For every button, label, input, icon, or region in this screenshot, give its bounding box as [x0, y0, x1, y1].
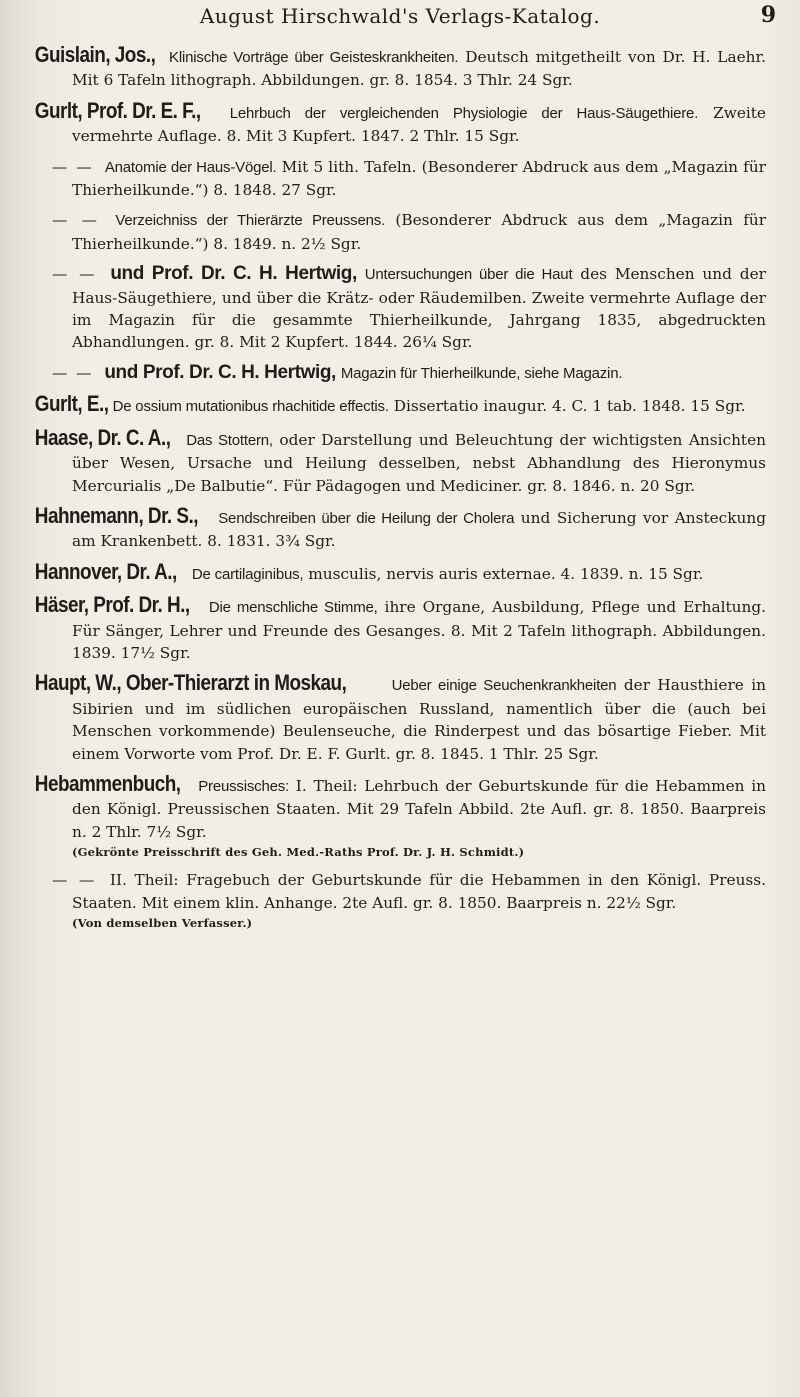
page-header — [0, 4, 800, 36]
entry-title: Lehrbuch der vergleichenden Physiologie der Haus-Säugethiere. — [229, 104, 699, 122]
entry-author: Hebammenbuch, — [34, 770, 181, 796]
entry-text: Dissertatio inaugur. 4. C. 1 tab. 1848. 15 Sgr. — [393, 397, 746, 416]
catalog-entry — [34, 391, 766, 418]
catalog-entry — [34, 592, 766, 664]
entry-text: musculis, nervis auris externae. 4. 1839. n. 15 Sgr. — [308, 564, 704, 583]
entry-dash: — — — [52, 157, 94, 176]
entry-title: De cartilaginibus, — [191, 565, 304, 583]
entry-title: Klinische Vorträge über Geisteskrankheiten. — [169, 49, 459, 66]
entry-dash: — — — [52, 363, 94, 382]
entry-author: Hannover, Dr. A., — [34, 558, 177, 584]
entry-author: und Prof. Dr. C. H. Hertwig, — [110, 263, 357, 285]
entry-text: ihre Organe, Ausbildung, Pflege und Erhaltung. Für Sänger, Lehrer und Freunde des Gesanges. 8. Mit 2 Tafeln lithograph. Abbildungen. 1839. 17½ Sgr. — [72, 598, 766, 662]
entry-title: Untersuchungen über die Haut — [364, 266, 573, 284]
entry-author: Guislain, Jos., — [34, 42, 156, 67]
catalog-entry — [52, 263, 766, 354]
entry-title: Sendschreiben über die Heilung der Cholera — [218, 509, 515, 527]
entry-text: (Besonderer Abdruck aus dem „Magazin für Thierheilkunde.“) 8. 1849. n. 2½ Sgr. — [72, 211, 767, 253]
entry-author: Haase, Dr. C. A., — [34, 424, 171, 450]
catalog-entry — [34, 770, 766, 861]
entry-author: und Prof. Dr. C. H. Hertwig, — [104, 361, 336, 383]
entry-title: Verzeichniss der Thierärzte Preussens. — [115, 212, 385, 230]
entry-text: der Hausthiere in Sibirien und im südlichen europäischen Russland, namentlich über die (auch bei Menschen vorkommende) Beulenseuche, die Rinderpest und das bösartige Fieber. Mit einem Vorworte vom Prof. Dr. E. F. Gurlt. gr. 8. 1845. 1 Thlr. 25 Sgr. — [72, 676, 766, 763]
entry-text: und Sicherung vor Ansteckung am Krankenbett. 8. 1831. 3¾ Sgr. — [72, 508, 766, 551]
entry-title: De ossium mutationibus rhachitide effectis. — [112, 398, 389, 416]
entry-title: Magazin für Thierheilkunde, siehe Magazin. — [340, 364, 623, 382]
entry-author: Hahnemann, Dr. S., — [34, 502, 198, 528]
entry-title: Die menschliche Stimme, — [208, 599, 378, 617]
entry-dash: — — — [52, 211, 99, 230]
entry-author: Häser, Prof. Dr. H., — [34, 592, 190, 618]
page-number: 9 — [760, 2, 776, 28]
catalog-entry — [34, 42, 766, 92]
entry-title: Anatomie der Haus-Vögel. — [104, 158, 277, 176]
entry-title: Ueber einige Seuchenkrankheiten — [391, 677, 617, 695]
entry-dash: — — — [52, 871, 97, 890]
catalog-entry — [34, 558, 766, 586]
entry-title: Preussisches: — [198, 777, 290, 795]
catalog-entries — [34, 42, 767, 940]
catalog-entry — [52, 209, 766, 255]
entry-author: Haupt, W., Ober-Thierarzt in Moskau, — [34, 670, 347, 696]
entry-text: II. Theil: Fragebuch der Geburtskunde für die Hebammen in den Königl. Preuss. Staaten. Mit einem klin. Anhange. 2te Aufl. gr. 8. 1850. Baarpreis n. 22½ Sgr. — [72, 871, 766, 912]
catalog-entry — [52, 869, 766, 932]
catalog-entry — [52, 362, 766, 385]
entry-text: des Menschen und der Haus-Säugethiere, und über die Krätz- oder Räudemilben. Zweite vermehrte Auflage der im Magazin für die gesammte Thierheilkunde, Jahrgang 1835, abgedruckten Abhandlungen. gr. 8. Mit 2 Kupfert. 1844. 26¼ Sgr. — [72, 265, 766, 352]
entry-note: (Von demselben Verfasser.) — [72, 916, 253, 930]
entry-text: oder Darstellung und Beleuchtung der wichtigsten Ansichten über Wesen, Ursache und Heilung desselben, nebst Abhandlung des Hieronymus Mercurialis „De Balbutie“. Für Pädagogen und Mediciner. gr. 8. 1846. n. 20 Sgr. — [72, 430, 766, 495]
entry-author: Gurlt, Prof. Dr. E. F., — [34, 97, 201, 123]
catalog-entry — [52, 156, 766, 202]
catalog-entry — [34, 424, 766, 497]
entry-note: (Gekrönte Preisschrift des Geh. Med.-Raths Prof. Dr. J. H. Schmidt.) — [72, 845, 525, 860]
entry-text: I. Theil: Lehrbuch der Geburtskunde für die Hebammen in den Königl. Preussischen Staaten. Mit 29 Tafeln Abbild. 2te Aufl. gr. 8. 1850. Baarpreis n. 2 Thlr. 7½ Sgr. — [72, 776, 766, 841]
entry-dash: — — — [52, 265, 97, 284]
running-head: August Hirschwald's Verlags-Katalog. — [199, 4, 601, 28]
entry-title: Das Stottern, — [186, 431, 273, 449]
entry-text: Mit 5 lith. Tafeln. (Besonderer Abdruck aus dem „Magazin für Thierheilkunde.“) 8. 1848. 27 Sgr. — [72, 157, 766, 200]
catalog-entry — [34, 97, 766, 148]
entry-text: Zweite vermehrte Auflage. 8. Mit 3 Kupfert. 1847. 2 Thlr. 15 Sgr. — [72, 103, 766, 146]
entry-text: Deutsch mitgetheilt von Dr. H. Laehr. Mit 6 Tafeln lithograph. Abbildungen. gr. 8. 1854. 3 Thlr. 24 Sgr. — [72, 48, 766, 90]
catalog-entry — [34, 502, 766, 553]
entry-author: Gurlt, E., — [34, 391, 109, 417]
catalog-entry — [34, 670, 766, 765]
